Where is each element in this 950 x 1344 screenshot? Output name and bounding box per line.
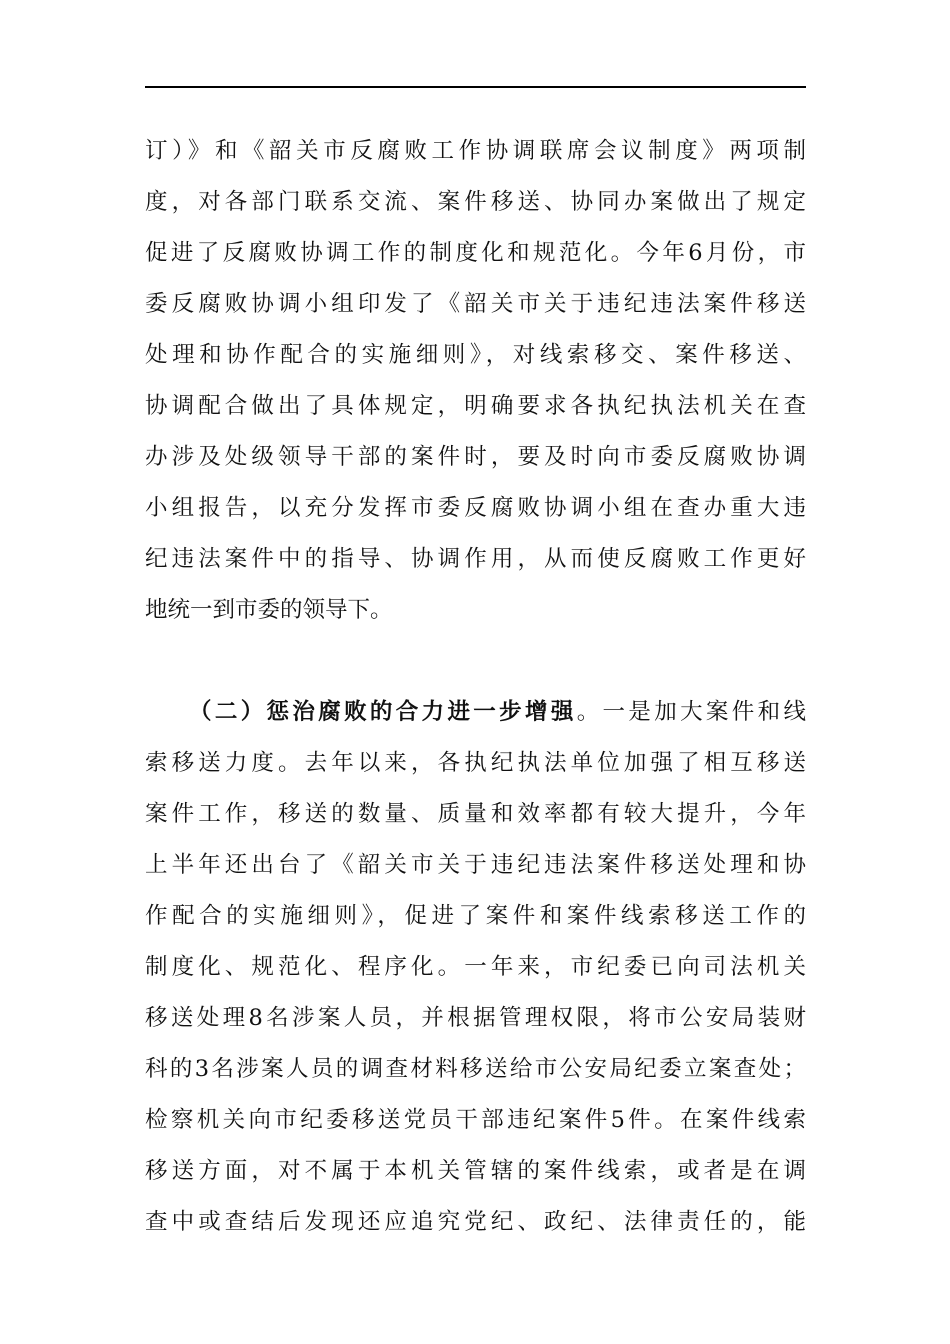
paragraph-line: 检察机关向市纪委移送党员干部违纪案件5件。在案件线索: [145, 1107, 806, 1133]
paragraph-line: 处理和协作配合的实施细则》，对线索移交、案件移送、: [145, 342, 806, 368]
paragraph-line: 地统一到市委的领导下。: [145, 597, 393, 623]
paragraph-line: 移送方面，对不属于本机关管辖的案件线索，或者是在调: [145, 1158, 806, 1184]
paragraph-line: 办涉及处级领导干部的案件时，要及时向市委反腐败协调: [145, 444, 806, 470]
paragraph-line: 委反腐败协调小组印发了《韶关市关于违纪违法案件移送: [145, 291, 806, 317]
document-body: [145, 126, 806, 1248]
section-heading-line: [145, 687, 806, 738]
paragraph-line: 促进了反腐败协调工作的制度化和规范化。今年6月份，市: [145, 240, 806, 266]
paragraph-line: 查中或查结后发现还应追究党纪、政纪、法律责任的，能: [145, 1209, 806, 1235]
paragraph-line: 纪违法案件中的指导、协调作用，从而使反腐败工作更好: [145, 546, 806, 572]
paragraph-line: 索移送力度。去年以来，各执纪执法单位加强了相互移送: [145, 750, 806, 776]
paragraph-line: 移送处理8名涉案人员，并根据管理权限，将市公安局装财: [145, 1005, 806, 1031]
paragraph-line: 协调配合做出了具体规定，明确要求各执纪执法机关在查: [145, 393, 806, 419]
paragraph-line: 小组报告，以充分发挥市委反腐败协调小组在查办重大违: [145, 495, 806, 521]
paragraph-line: 科的3名涉案人员的调查材料移送给市公安局纪委立案查处；: [145, 1056, 806, 1082]
header-rule: [145, 86, 806, 88]
paragraph-line: 案件工作，移送的数量、质量和效率都有较大提升，今年: [145, 801, 806, 827]
section-heading: （二）惩治腐败的合力进一步增强: [189, 699, 577, 725]
paragraph-line: 制度化、规范化、程序化。一年来，市纪委已向司法机关: [145, 954, 806, 980]
paragraph-line: 作配合的实施细则》，促进了案件和案件线索移送工作的: [145, 903, 806, 929]
paragraph-gap: [145, 636, 806, 687]
section-heading-rest: 。一是加大案件和线: [576, 699, 806, 725]
paragraph-line: 度，对各部门联系交流、案件移送、协同办案做出了规定: [145, 189, 806, 215]
paragraph-line: 订）》和《韶关市反腐败工作协调联席会议制度》两项制: [145, 138, 806, 164]
paragraph-line: 上半年还出台了《韶关市关于违纪违法案件移送处理和协: [145, 852, 806, 878]
